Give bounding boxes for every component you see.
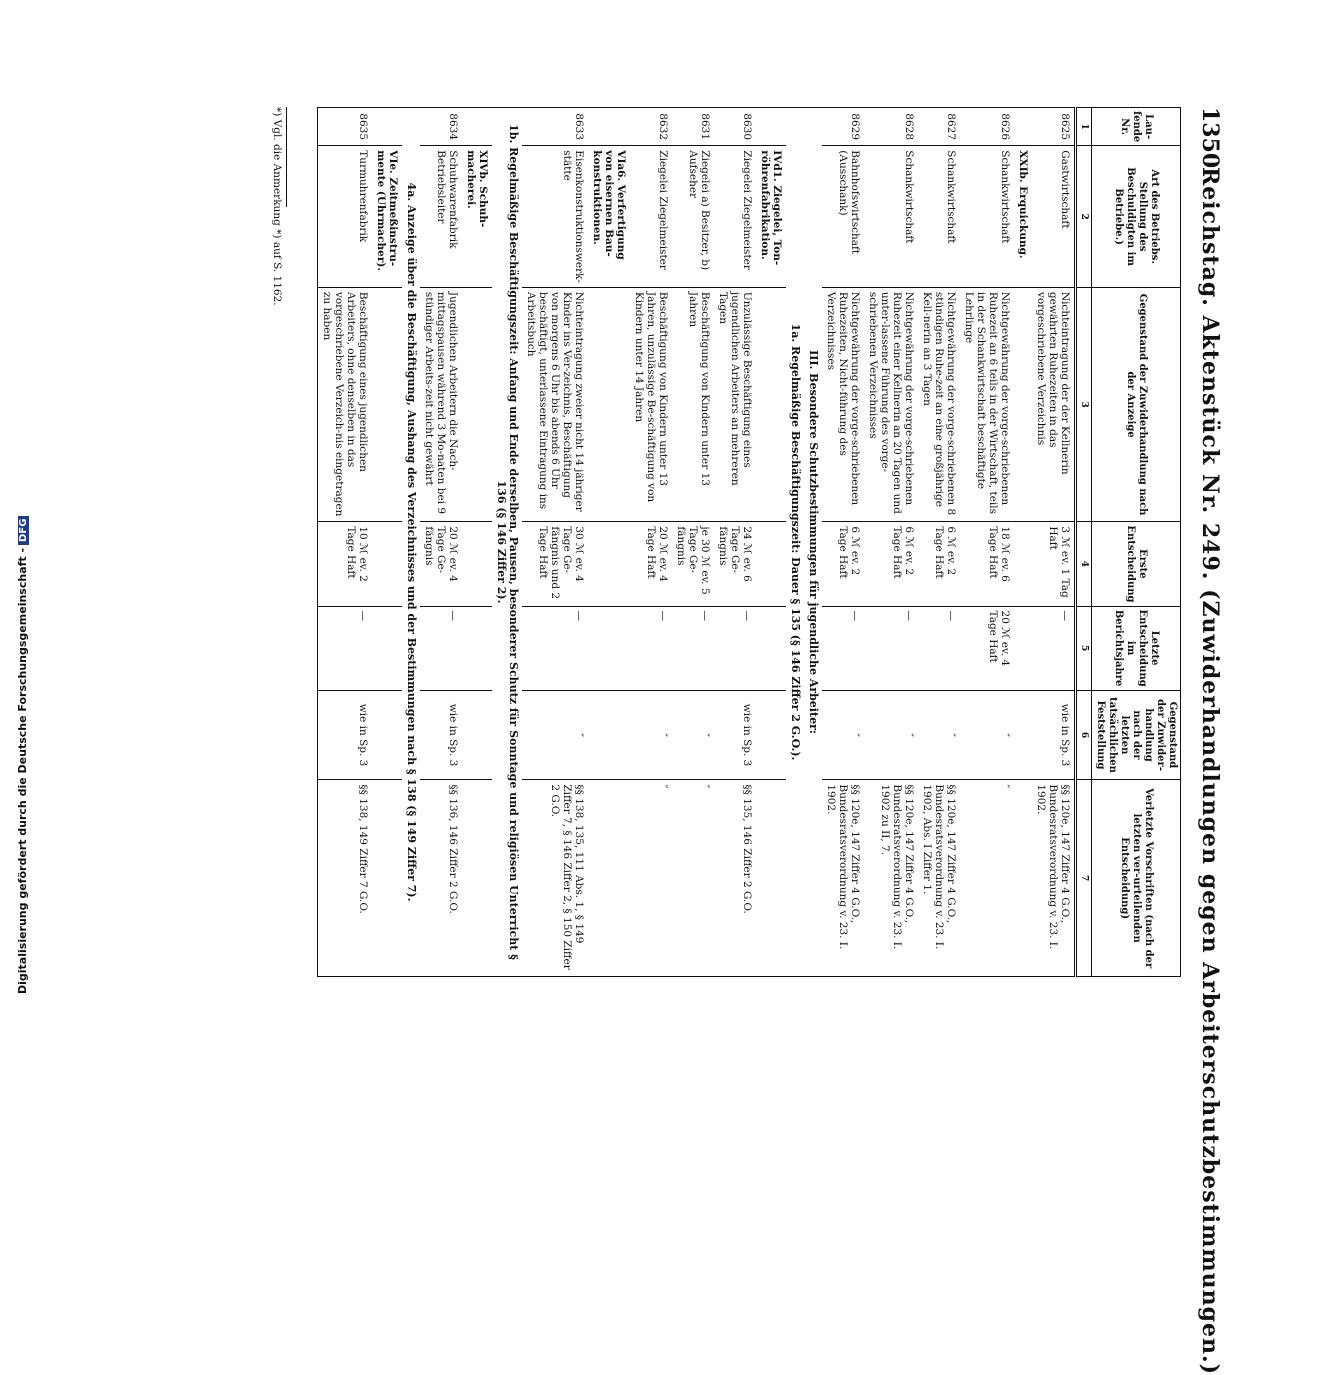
cell-letzte: — xyxy=(714,606,756,690)
cell-erste: je 30 ℳ ev. 5 Tage Ge-fängnis xyxy=(672,522,714,606)
cell-vorschriften: §§ 136, 146 Ziffer 2 G.O. xyxy=(420,780,462,977)
cell-vorschriften: §§ 120e, 147 Ziffer 4 G.O., Bundesratsverordnung v. 23. I. 1902. xyxy=(822,780,864,977)
cell-vorschriften xyxy=(756,780,786,977)
cell-gegenstand: Nichteintragung zweier nicht 14 jähriger Kinder ins Ver-zeichnis, Beschäftigung von morgens 6 Uhr bis abends 6 Uhr beschäftigt, unterlassene Eintragung ins Arbeitsbuch xyxy=(522,287,588,521)
cell-feststellung: ″ xyxy=(672,690,714,780)
cell-vorschriften xyxy=(372,780,402,977)
cell-art: Schankwirtschaft xyxy=(960,146,1014,288)
footnote: *) Vgl. die Anmerkung *) auf S. 1162. xyxy=(271,107,283,306)
cell-erste: 10 ℳ ev. 2 Tage Haft xyxy=(318,522,373,606)
cell-letzte: — xyxy=(420,606,462,690)
cell-erste: 20 ℳ ev. 4 Tage Ge-fängnis xyxy=(420,522,462,606)
section-heading-1b: 1b. Regelmäßige Beschäftigungszeit: Anfang und Ende derselben, Pausen, besonderer Schutz für Sonntage und religiösen Unterricht § 136 (§ 146 Ziffer 2). xyxy=(492,108,522,977)
table-row xyxy=(822,108,864,977)
table-row xyxy=(630,108,672,977)
table-row xyxy=(1032,108,1076,977)
cell-feststellung xyxy=(372,690,402,780)
cell-vorschriften: ″ xyxy=(960,780,1014,977)
cell-vorschriften: §§ 138, 135, 111 Abs. 1, § 149 Ziffer 7, § 146 Ziffer 2, § 150 Ziffer 2 G.O. xyxy=(522,780,588,977)
table-row xyxy=(372,108,402,977)
cell-art: VIe. Zeitmeßinstru-mente (Uhrmacher). xyxy=(372,146,402,288)
col-number: 7 xyxy=(1076,780,1092,977)
document-page xyxy=(105,107,1225,1375)
col-header-5: Letzte Entscheidung im Berichtsjahre xyxy=(1092,606,1181,690)
cell-vorschriften xyxy=(462,780,492,977)
cell-feststellung: wie in Sp. 3 xyxy=(714,690,756,780)
cell-erste: 30 ℳ ev. 4 Tage Ge-fängnis und 2 Tage Haft xyxy=(522,522,588,606)
section-heading-1a: 1a. Regelmäßige Beschäftigungszeit: Dauer § 135 (§ 146 Ziffer 2 G.O.). xyxy=(786,108,804,977)
cell-gegenstand: Beschäftigung eines jugendlichen Arbeiters, ohne denselben in das vorgeschriebene Verzeich-nis eingetragen zu haben xyxy=(318,287,373,521)
table-group-c xyxy=(420,108,492,977)
table-row xyxy=(588,108,630,977)
col-number: 1 xyxy=(1076,108,1092,146)
cell-vorschriften: ″ xyxy=(630,780,672,977)
cell-vorschriften xyxy=(1014,780,1032,977)
cell-erste xyxy=(1014,522,1032,606)
col-number: 3 xyxy=(1076,287,1092,521)
cell-art: Ziegelei Ziegelmeister xyxy=(630,146,672,288)
section-heading-group xyxy=(786,108,822,977)
table-row xyxy=(918,108,960,977)
cell-vorschriften: §§ 120e, 147 Ziffer 4 G.O., Bundesratsverordnung v. 23. I. 1902, Abs. I Ziffer 1. xyxy=(918,780,960,977)
cell-letzte: — xyxy=(672,606,714,690)
cell-letzte: — xyxy=(1032,606,1076,690)
cell-erste xyxy=(462,522,492,606)
cell-erste: 6 ℳ ev. 2 Tage Haft xyxy=(822,522,864,606)
footnote-rule xyxy=(286,107,287,207)
cell-letzte xyxy=(372,606,402,690)
digitization-credit xyxy=(16,516,29,994)
cell-nr xyxy=(588,108,630,146)
cell-letzte xyxy=(462,606,492,690)
cell-gegenstand: Beschäftigung von Kindern unter 13 Jahren, unzulässige Be-schäftigung von Kindern unter 14 Jahren xyxy=(630,287,672,521)
cell-gegenstand: Nichtgewährung der vorge-schriebenen Ruhezeit an 6 teils in der Wirtschaft, teils in der Schankwirtschaft beschäftigte Lehrlinge xyxy=(960,287,1014,521)
cell-art: XIVb. Schuh-macherei. xyxy=(462,146,492,288)
cell-vorschriften: §§ 120e, 147 Ziffer 4 G.O., Bundesratsverordnung v. 23. I. 1902 zu II, 7. xyxy=(864,780,918,977)
cell-gegenstand xyxy=(372,287,402,521)
cell-vorschriften: §§ 135, 146 Ziffer 2 G.O. xyxy=(714,780,756,977)
cell-feststellung: wie in Sp. 3 xyxy=(420,690,462,780)
cell-erste: 18 ℳ ev. 6 Tage Haft xyxy=(960,522,1014,606)
section-heading-III: III. Besondere Schutzbestimmungen für jugendliche Arbeiter: xyxy=(804,108,822,977)
cell-gegenstand xyxy=(462,287,492,521)
cell-letzte: — xyxy=(318,606,373,690)
col-header-4: Erste Entscheidung xyxy=(1092,522,1181,606)
section-heading-4a: 4a. Anzeige über die Beschäftigung, Aushang des Verzeichnisses und der Bestimmungen nach § 138 (§ 149 Ziffer 7). xyxy=(402,108,420,977)
table-group-d xyxy=(318,108,403,977)
cell-nr xyxy=(1014,108,1032,146)
table-row xyxy=(864,108,918,977)
page-title: Reichstag. Aktenstück Nr. 249. (Zuwiderhandlungen gegen Arbeiterschutzbestimmungen.) xyxy=(1197,167,1223,1375)
cell-feststellung: wie in Sp. 3 xyxy=(318,690,373,780)
cell-feststellung xyxy=(1014,690,1032,780)
cell-nr: 8630 xyxy=(714,108,756,146)
col-number: 2 xyxy=(1076,146,1092,288)
cell-art: Ziegelei Ziegelmeister xyxy=(714,146,756,288)
page-number: 1350 xyxy=(1197,107,1223,169)
cell-erste xyxy=(372,522,402,606)
cell-gegenstand: Nichtgewährung der vorge-schriebenen 8 stündigen Ruhe-zeit an eine großjährige Kell-nerin an 3 Tagen xyxy=(918,287,960,521)
cell-letzte: — xyxy=(522,606,588,690)
cell-vorschriften: §§ 120e, 147 Ziffer 4 G.O., Bundesratsverordnung v. 23. I. 1902. xyxy=(1032,780,1076,977)
cell-erste: 24 ℳ ev. 6 Tage Ge-fängnis xyxy=(714,522,756,606)
cell-nr: 8628 xyxy=(864,108,918,146)
table-row xyxy=(1014,108,1032,977)
col-header-1: Lau-fende Nr. xyxy=(1092,108,1181,146)
cell-letzte: — xyxy=(822,606,864,690)
violations-table xyxy=(317,107,1181,977)
cell-erste: 6 ℳ ev. 2 Tage Haft xyxy=(864,522,918,606)
table-row xyxy=(462,108,492,977)
col-header-3: Gegenstand der Zuwiderhandlung nach der Anzeige xyxy=(1092,287,1181,521)
cell-nr xyxy=(372,108,402,146)
cell-gegenstand xyxy=(588,287,630,521)
cell-erste: 20 ℳ ev. 4 Tage Haft xyxy=(630,522,672,606)
col-header-6: Gegenstand der Zuwider-handlung nach der letzten tatsächlichen Feststellung xyxy=(1092,690,1181,780)
cell-erste: 3 ℳ ev. 1 Tag Haft xyxy=(1032,522,1076,606)
cell-letzte: — xyxy=(630,606,672,690)
cell-gegenstand xyxy=(1014,287,1032,521)
cell-feststellung xyxy=(462,690,492,780)
cell-feststellung: ″ xyxy=(822,690,864,780)
col-header-2: Art des Betriebs. Stellung des Beschuldigten im Betriebe.) xyxy=(1092,146,1181,288)
cell-art: Schuhwarenfabrik Betriebsleiter xyxy=(420,146,462,288)
dfg-logo: DFG xyxy=(18,516,29,545)
cell-nr: 8631 xyxy=(672,108,714,146)
cell-gegenstand xyxy=(756,287,786,521)
col-number: 6 xyxy=(1076,690,1092,780)
cell-nr: 8627 xyxy=(918,108,960,146)
cell-gegenstand: Nichtgewährung der vorge-schriebenen Ruhezeiten, Nicht-führung des Verzeichnisses xyxy=(822,287,864,521)
cell-vorschriften: §§ 138, 149 Ziffer 7 G.O. xyxy=(318,780,373,977)
cell-letzte: — xyxy=(918,606,960,690)
cell-nr xyxy=(462,108,492,146)
cell-feststellung: wie in Sp. 3 xyxy=(1032,690,1076,780)
cell-erste xyxy=(756,522,786,606)
cell-feststellung: ″ xyxy=(864,690,918,780)
cell-gegenstand: Unzulässige Beschäftigung eines jugendlichen Arbeiters an mehreren Tagen xyxy=(714,287,756,521)
credit-text: Digitalisierung gefördert durch die Deutsche Forschungsgemeinschaft - xyxy=(16,547,29,994)
cell-feststellung xyxy=(588,690,630,780)
cell-nr: 8626 xyxy=(960,108,1014,146)
table-row xyxy=(522,108,588,977)
col-number: 5 xyxy=(1076,606,1092,690)
cell-art: XXIb. Erquickung. xyxy=(1014,146,1032,288)
cell-feststellung: ″ xyxy=(522,690,588,780)
cell-gegenstand: Nichtgewährung der vorge-schriebenen Ruhezeit einer Kellnerin an 20 Tagen und unter-lassene Führung des vorge-schriebenen Verzeichnisses xyxy=(864,287,918,521)
cell-feststellung: ″ xyxy=(630,690,672,780)
cell-gegenstand: Nichteintragung der der Kellnerin gewährten Ruhezeiten in das vorgeschriebene Verzeichnis xyxy=(1032,287,1076,521)
cell-vorschriften xyxy=(588,780,630,977)
cell-feststellung xyxy=(756,690,786,780)
cell-nr: 8625 xyxy=(1032,108,1076,146)
table-row xyxy=(672,108,714,977)
cell-letzte: 20 ℳ ev. 4 Tage Haft xyxy=(960,606,1014,690)
table-group-a xyxy=(822,108,1076,977)
page-header xyxy=(1191,107,1225,1375)
cell-vorschriften: ″ xyxy=(672,780,714,977)
table-row xyxy=(420,108,462,977)
cell-feststellung: ″ xyxy=(960,690,1014,780)
cell-nr: 8629 xyxy=(822,108,864,146)
cell-nr: 8632 xyxy=(630,108,672,146)
cell-gegenstand: Beschäftigung von Kindern unter 13 Jahren xyxy=(672,287,714,521)
cell-nr: 8633 xyxy=(522,108,588,146)
cell-art: Schankwirtschaft xyxy=(864,146,918,288)
cell-letzte xyxy=(588,606,630,690)
cell-nr: 8634 xyxy=(420,108,462,146)
cell-art: Eisenkonstruktionswerk-stätte xyxy=(522,146,588,288)
cell-art: Ziegelei a) Besitzer, b) Aufseher xyxy=(672,146,714,288)
cell-letzte xyxy=(1014,606,1032,690)
cell-letzte: — xyxy=(864,606,918,690)
col-header-7: Verletzte Vorschriften (nach der letzten ver-urteilenden Entscheidung) xyxy=(1092,780,1181,977)
table-row xyxy=(714,108,756,977)
col-number: 4 xyxy=(1076,522,1092,606)
cell-art: VIa6. Verfertigung von eisernen Bau-konstruktionen. xyxy=(588,146,630,288)
table-row xyxy=(318,108,373,977)
cell-feststellung: ″ xyxy=(918,690,960,780)
column-numbers xyxy=(1076,108,1092,977)
cell-erste: 6 ℳ ev. 2 Tage Haft xyxy=(918,522,960,606)
table-row xyxy=(960,108,1014,977)
table-group-b xyxy=(522,108,786,977)
cell-art: IVd1. Ziegelei, Ton-röhrenfabrikation. xyxy=(756,146,786,288)
cell-gegenstand: Jugendlichen Arbeitern die Nach-mittagspausen während 3 Mo-naten bei 9 stündiger Arbeits-zeit nicht gewährt xyxy=(420,287,462,521)
cell-nr xyxy=(756,108,786,146)
cell-art: Turmuhrenfabrik xyxy=(318,146,373,288)
cell-nr: 8635 xyxy=(318,108,373,146)
table-row xyxy=(756,108,786,977)
cell-art: Bahnhofswirtschaft (Ausschank) xyxy=(822,146,864,288)
cell-art: Schankwirtschaft xyxy=(918,146,960,288)
cell-erste xyxy=(588,522,630,606)
column-headers xyxy=(1092,108,1181,977)
cell-letzte xyxy=(756,606,786,690)
cell-art: Gastwirtschaft xyxy=(1032,146,1076,288)
